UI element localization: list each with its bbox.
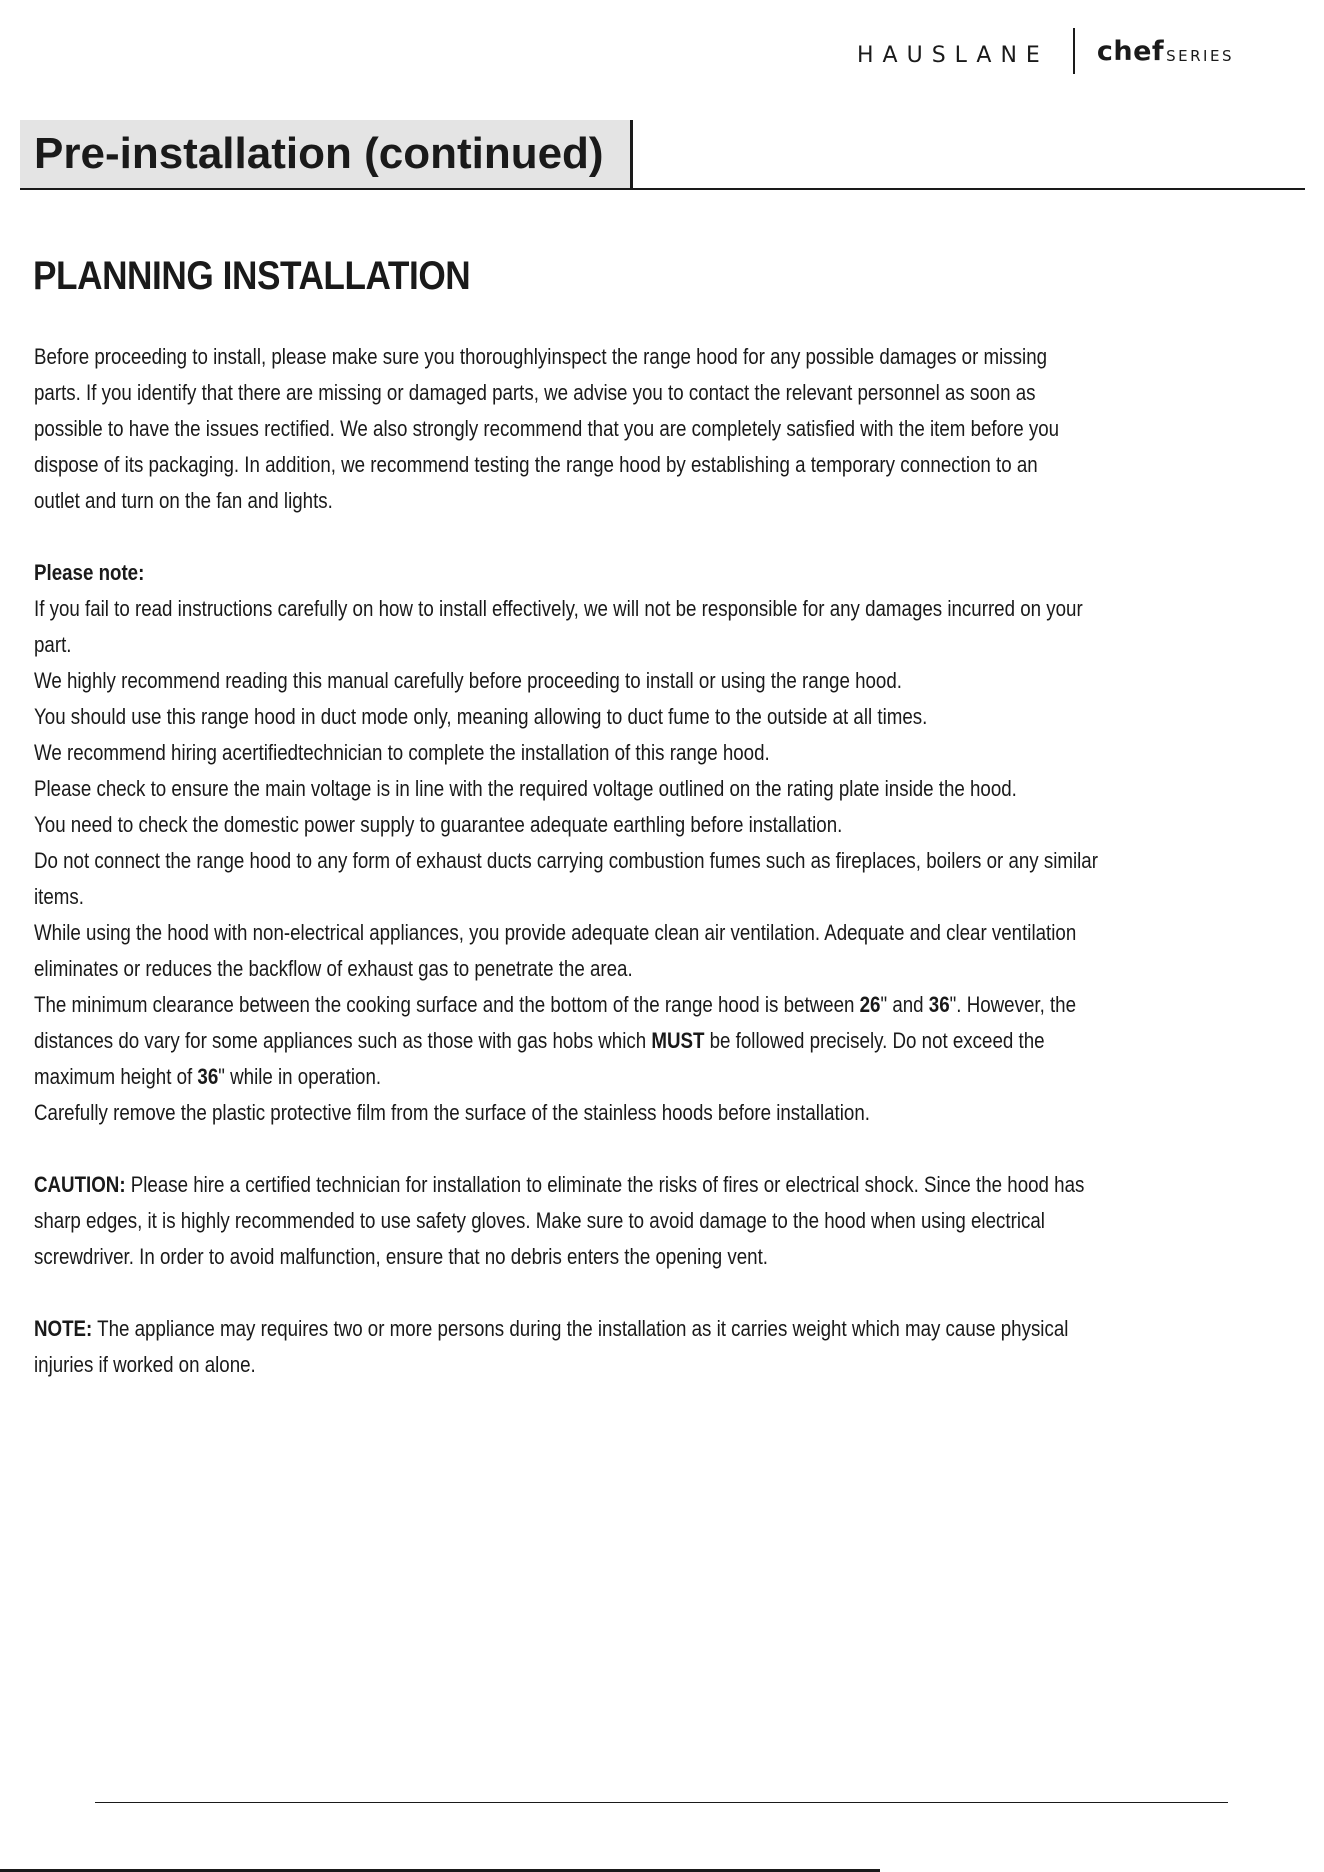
page-heading: PLANNING INSTALLATION xyxy=(33,254,471,298)
note-label: NOTE: xyxy=(34,1316,93,1341)
caution-line: screwdriver. In order to avoid malfunction, ensure that no debris enters the opening vent. xyxy=(34,1244,768,1269)
body-content xyxy=(34,339,1118,1383)
note-final-text: The appliance may requires two or more persons during the installation as it carries weight which may cause physical xyxy=(92,1316,1069,1341)
note-line: Do not connect the range hood to any form of exhaust ducts carrying combustion fumes such as fireplaces, boilers or any similar xyxy=(34,848,1098,873)
paragraph-gap xyxy=(34,1131,1118,1167)
must-emphasis: MUST xyxy=(651,1028,705,1053)
intro-line: possible to have the issues rectified. We also strongly recommend that you are completely satisfied with the item before you xyxy=(34,416,1060,441)
clearance-max-value: 36 xyxy=(928,992,950,1017)
brand-name: HAUSLANE xyxy=(857,42,1049,68)
note-line: While using the hood with non-electrical appliances, you provide adequate clean air ventilation. Adequate and clear ventilation xyxy=(34,920,1077,945)
note-line: items. xyxy=(34,884,84,909)
note-text: The minimum clearance between the cooking surface and the bottom of the range hood is between xyxy=(34,992,860,1017)
note-line: Please check to ensure the main voltage is in line with the required voltage outlined on the rating plate inside the hood. xyxy=(34,776,1017,801)
note-text: ". However, the xyxy=(949,992,1077,1017)
note-line xyxy=(34,1059,1118,1095)
clearance-min-value: 26 xyxy=(859,992,881,1017)
intro-line: dispose of its packaging. In addition, we recommend testing the range hood by establishing a temporary connection to an xyxy=(34,452,1038,477)
max-height-value: 36 xyxy=(197,1064,219,1089)
note-final-line xyxy=(34,1311,1118,1347)
intro-line: parts. If you identify that there are missing or damaged parts, we advise you to contact the relevant personnel as soon as xyxy=(34,380,1036,405)
note-text: distances do vary for some appliances such as those with gas hobs which xyxy=(34,1028,652,1053)
note-line: We highly recommend reading this manual carefully before proceeding to install or using the range hood. xyxy=(34,668,902,693)
note-line xyxy=(34,987,1118,1023)
note-line: part. xyxy=(34,632,72,657)
brand-logo xyxy=(857,28,1234,74)
note-line: If you fail to read instructions carefully on how to install effectively, we will not be responsible for any damages incurred on your xyxy=(34,596,1083,621)
note-text: " and xyxy=(880,992,929,1017)
note-final-line: injuries if worked on alone. xyxy=(34,1352,256,1377)
caution-line: sharp edges, it is highly recommended to use safety gloves. Make sure to avoid damage to the hood when using electrical xyxy=(34,1208,1045,1233)
footer-divider xyxy=(95,1802,1228,1803)
caution-label: CAUTION: xyxy=(34,1172,126,1197)
brand-line: chef xyxy=(1096,35,1165,67)
section-tab xyxy=(20,120,633,188)
note-text: be followed precisely. Do not exceed the xyxy=(704,1028,1045,1053)
note-line: You should use this range hood in duct mode only, meaning allowing to duct fume to the outside at all times. xyxy=(34,704,928,729)
note-line: eliminates or reduces the backflow of exhaust gas to penetrate the area. xyxy=(34,956,633,981)
caution-line xyxy=(34,1167,1118,1203)
note-heading: Please note: xyxy=(34,560,145,585)
brand-divider xyxy=(1073,28,1075,74)
section-header xyxy=(20,120,1305,190)
brand-suffix: SERIES xyxy=(1166,46,1234,65)
note-line: Carefully remove the plastic protective film from the surface of the stainless hoods before installation. xyxy=(34,1100,870,1125)
note-text: " while in operation. xyxy=(218,1064,382,1089)
section-title: Pre-installation (continued) xyxy=(34,129,604,178)
paragraph-gap xyxy=(34,519,1118,555)
note-line xyxy=(34,1023,1118,1059)
caution-text: Please hire a certified technician for installation to eliminate the risks of fires or electrical shock. Since the hood has xyxy=(125,1172,1085,1197)
paragraph-gap xyxy=(34,1275,1118,1311)
note-line: We recommend hiring acertifiedtechnician to complete the installation of this range hood. xyxy=(34,740,770,765)
intro-line: outlet and turn on the fan and lights. xyxy=(34,488,333,513)
intro-line: Before proceeding to install, please make sure you thoroughlyinspect the range hood for any possible damages or missing xyxy=(34,344,1048,369)
note-line: You need to check the domestic power supply to guarantee adequate earthling before installation. xyxy=(34,812,843,837)
note-text: maximum height of xyxy=(34,1064,198,1089)
